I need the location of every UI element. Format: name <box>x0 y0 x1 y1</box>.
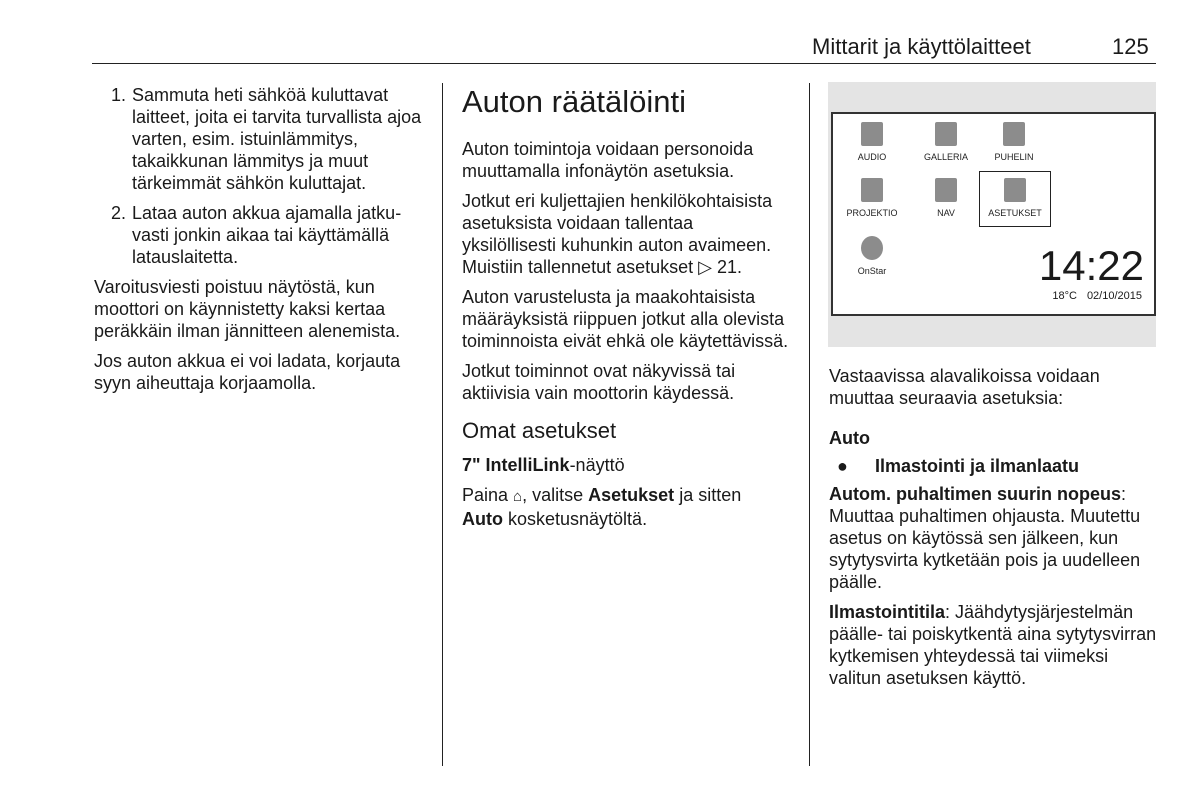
list-number: 1. <box>110 85 126 105</box>
column-divider-1 <box>442 83 443 766</box>
app-galleria[interactable] <box>911 122 981 162</box>
app-onstar[interactable] <box>837 236 907 276</box>
bullet-text: Ilmastointi ja ilmanlaatu <box>875 456 1080 476</box>
display-name: 7" IntelliLink <box>462 455 570 475</box>
paragraph: Jos auton akkua ei voi ladata, korjauta syyn aiheuttaja korjaamolla. <box>94 351 401 393</box>
paragraph: Auton toimintoja voidaan personoida muuttamalla infonäytön asetuksia. <box>462 139 754 181</box>
instr-text: , valitse <box>522 485 589 505</box>
app-projektio[interactable] <box>837 178 907 218</box>
setting-text: : Muuttaa puhaltimen ohjausta. Muutettu asetus on käytössä sen jälkeen, kun sytytysvirta kytketään pois ja uudelleen päälle. <box>829 484 1141 592</box>
bullet-item <box>829 455 1159 477</box>
list-number: 2. <box>110 203 126 223</box>
subsection-title: Omat asetukset <box>462 418 617 443</box>
paragraph: Vastaavissa alavalikoissa voidaan muuttaa seuraavia asetuksia: <box>829 366 1100 408</box>
setting-item <box>829 601 1159 689</box>
app-nav[interactable] <box>911 178 981 218</box>
header-title: Mittarit ja käyttölaitteet <box>812 34 1031 59</box>
instr-text: Paina <box>462 485 514 505</box>
status-line <box>1042 290 1142 302</box>
section-title: Auton räätälöinti <box>462 84 687 119</box>
column-1 <box>94 84 432 402</box>
display-type <box>462 454 792 476</box>
infotainment-screenshot <box>828 82 1156 347</box>
app-label: ASETUKSET <box>988 208 1042 218</box>
temperature: 18°C <box>1052 290 1077 302</box>
projection-icon <box>861 178 883 202</box>
setting-title: Autom. puhaltimen suurin nopeus <box>829 484 1121 504</box>
list-text: Lataa auton akkua ajamalla jatkuvasti jonkin aikaa tai käyttämällä latauslaitetta. <box>132 203 402 267</box>
paragraph: Auton varustelusta ja maakohtaisista määräyksistä riippuen jotkut alla olevista toiminnoista eivät ehkä ole käytettävissä. <box>462 287 789 351</box>
header-rule <box>92 63 1156 64</box>
section-heading: Auto <box>829 428 870 448</box>
app-puhelin[interactable] <box>979 122 1049 162</box>
column-divider-2 <box>809 83 810 766</box>
list-text: Sammuta heti sähköä kuluttavat laitteet, joita ei tarvita turvallista ajoa varten, esim. istuinlämmitys, takaikkunan lämmitys ja muut tärkeimmät sähkön kuluttajat. <box>132 85 422 193</box>
app-label: AUDIO <box>857 152 887 162</box>
page-ref-link[interactable]: 21. <box>717 257 743 277</box>
page-number: 125 <box>1112 34 1149 59</box>
phone-icon <box>1003 122 1025 146</box>
audio-icon <box>861 122 883 146</box>
app-audio[interactable] <box>837 122 907 162</box>
display-suffix: -näyttö <box>569 455 625 475</box>
bullet-icon: ● <box>837 456 848 476</box>
auto-term: Auto <box>462 509 503 529</box>
app-label: GALLERIA <box>923 152 969 162</box>
paragraph: Varoitusviesti poistuu näytöstä, kun moottori on käynnistetty kaksi kertaa peräkkäin ilman jännitteen alenemista. <box>94 277 401 341</box>
page-ref-icon: ▷ <box>698 257 712 277</box>
app-label: OnStar <box>857 266 887 276</box>
date: 02/10/2015 <box>1086 290 1142 302</box>
gear-icon <box>1004 178 1026 202</box>
instruction <box>462 484 792 530</box>
clock: 14:22 <box>1038 242 1144 289</box>
home-icon: ⌂ <box>513 488 523 505</box>
app-label: PROJEKTIO <box>846 208 898 218</box>
app-asetukset[interactable] <box>979 171 1051 227</box>
column-2 <box>462 84 792 538</box>
paragraph: Jotkut toiminnot ovat näkyvissä tai aktiivisia vain moottorin käydessä. <box>462 361 736 403</box>
setting-title: Ilmastointitila <box>829 602 946 622</box>
setting-item <box>829 483 1159 593</box>
instr-text: ja sitten <box>674 485 742 505</box>
app-label: NAV <box>937 208 955 218</box>
list-item <box>94 202 432 268</box>
instr-text: kosketusnäytöltä. <box>502 509 648 529</box>
list-item <box>94 84 432 194</box>
asetukset-term: Asetukset <box>588 485 675 505</box>
app-label: PUHELIN <box>994 152 1034 162</box>
gallery-icon <box>935 122 957 146</box>
column-3 <box>829 365 1159 697</box>
setting-text: : Jäähdytysjärjestelmän päälle- tai poiskytkentä aina sytytysvirran kytkemisen yhteydessä tai viimeksi valitun asetuksen käyttö. <box>829 602 1157 688</box>
nav-icon <box>935 178 957 202</box>
paragraph <box>462 190 792 278</box>
onstar-icon <box>861 236 883 260</box>
home-screen <box>831 112 1156 316</box>
paragraph-text: Jotkut eri kuljettajien henkilökohtaisista asetuksista voidaan tallentaa yksilöllisesti kuhunkin auton avaimeen. Muistiin tallennetut asetukset <box>462 191 773 277</box>
